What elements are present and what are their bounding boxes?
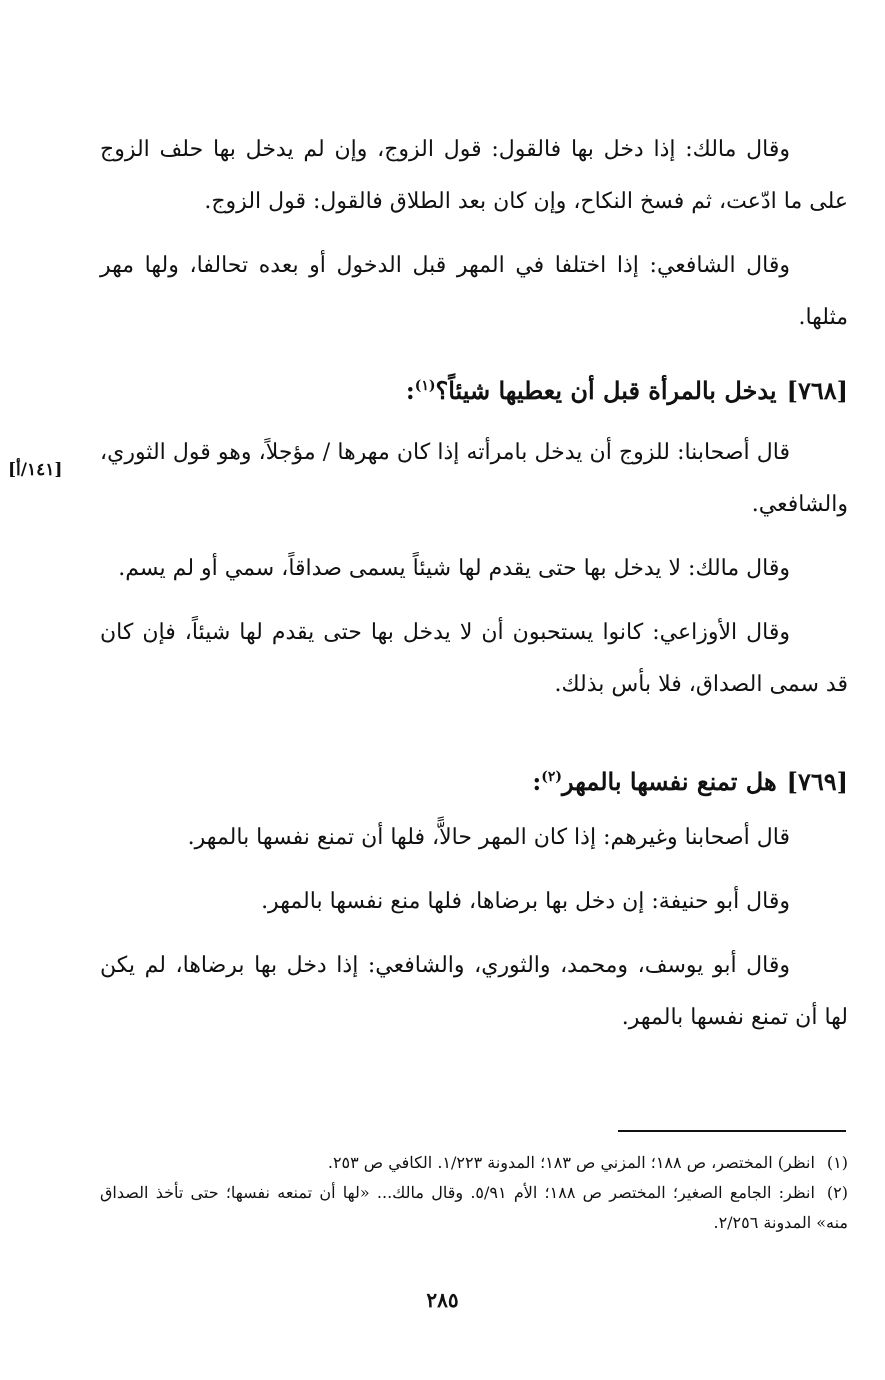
footnote-item	[100, 1178, 848, 1238]
footnote-ref-1[interactable]: (١)	[414, 378, 436, 394]
heading-colon: :	[405, 376, 415, 405]
paragraph-awzai-768: وقال الأوزاعي: كانوا يستحبون أن لا يدخل بها حتى يقدم لها شيئاً، فإن كان قد سمى الصداق، فلا بأس بذلك.	[100, 620, 848, 697]
footnote-ref-2[interactable]: (٢)	[541, 769, 563, 785]
paragraph-ashabuna-769: قال أصحابنا وغيرهم: إذا كان المهر حالاًّ، فلها أن تمنع نفسها بالمهر.	[187, 825, 790, 850]
footnote-text: انظر) المختصر، ص ١٨٨؛ المزني ص ١٨٣؛ المدونة ١/٢٢٣. الكافي ص ٢٥٣.	[327, 1153, 815, 1172]
footnote-item	[100, 1148, 848, 1178]
paragraph-ashabuna-768: قال أصحابنا: للزوج أن يدخل بامرأته إذا كان مهرها / مؤجلاً، وهو قول الثوري، والشافعي.	[100, 440, 848, 517]
footnote-number: (١)	[826, 1153, 848, 1172]
main-text	[100, 124, 848, 1056]
footnote-number: (٢)	[826, 1183, 849, 1202]
paragraph-abu-hanifa-769: وقال أبو حنيفة: إن دخل بها برضاها، فلها منع نفسها بالمهر.	[261, 889, 790, 914]
paragraph-malik-dispute: وقال مالك: إذا دخل بها فالقول: قول الزوج، وإن لم يدخل بها حلف الزوج على ما ادّعت، ثم فسخ النكاح، وإن كان بعد الطلاق فالقول: قول الزوج.	[100, 137, 848, 214]
footnote-divider	[618, 1130, 846, 1132]
section-title-768: يدخل بالمرأة قبل أن يعطيها شيئاً؟	[435, 376, 777, 405]
section-heading-769	[100, 757, 848, 802]
paragraph-shafii-dispute: وقال الشافعي: إذا اختلفا في المهر قبل الدخول أو بعده تحالفا، ولها مهر مثلها.	[100, 253, 848, 330]
footnotes	[100, 1148, 848, 1238]
manuscript-folio-note: [١٤١/أ]	[8, 460, 63, 480]
paragraph-malik-768: وقال مالك: لا يدخل بها حتى يقدم لها شيئاً يسمى صداقاً، سمي أو لم يسم.	[118, 556, 790, 581]
section-number-768: [٧٦٨]	[786, 376, 848, 405]
section-number-769: [٧٦٩]	[786, 767, 848, 796]
footnote-text: انظر: الجامع الصغير؛ المختصر ص ١٨٨؛ الأم ٥/٩١. وقال مالك... «لها أن تمنعه نفسها؛ حتى تأخذ الصداق منه» المدونة ٢/٢٥٦.	[100, 1183, 848, 1232]
page-number: ٢٨٥	[426, 1288, 459, 1312]
paragraph-abu-yusuf-769: وقال أبو يوسف، ومحمد، والثوري، والشافعي: إذا دخل بها برضاها، لم يكن لها أن تمنع نفسها بالمهر.	[100, 953, 848, 1030]
section-heading-768	[100, 366, 848, 411]
section-title-769: هل تمنع نفسها بالمهر	[562, 767, 777, 796]
heading-colon: :	[532, 767, 542, 796]
